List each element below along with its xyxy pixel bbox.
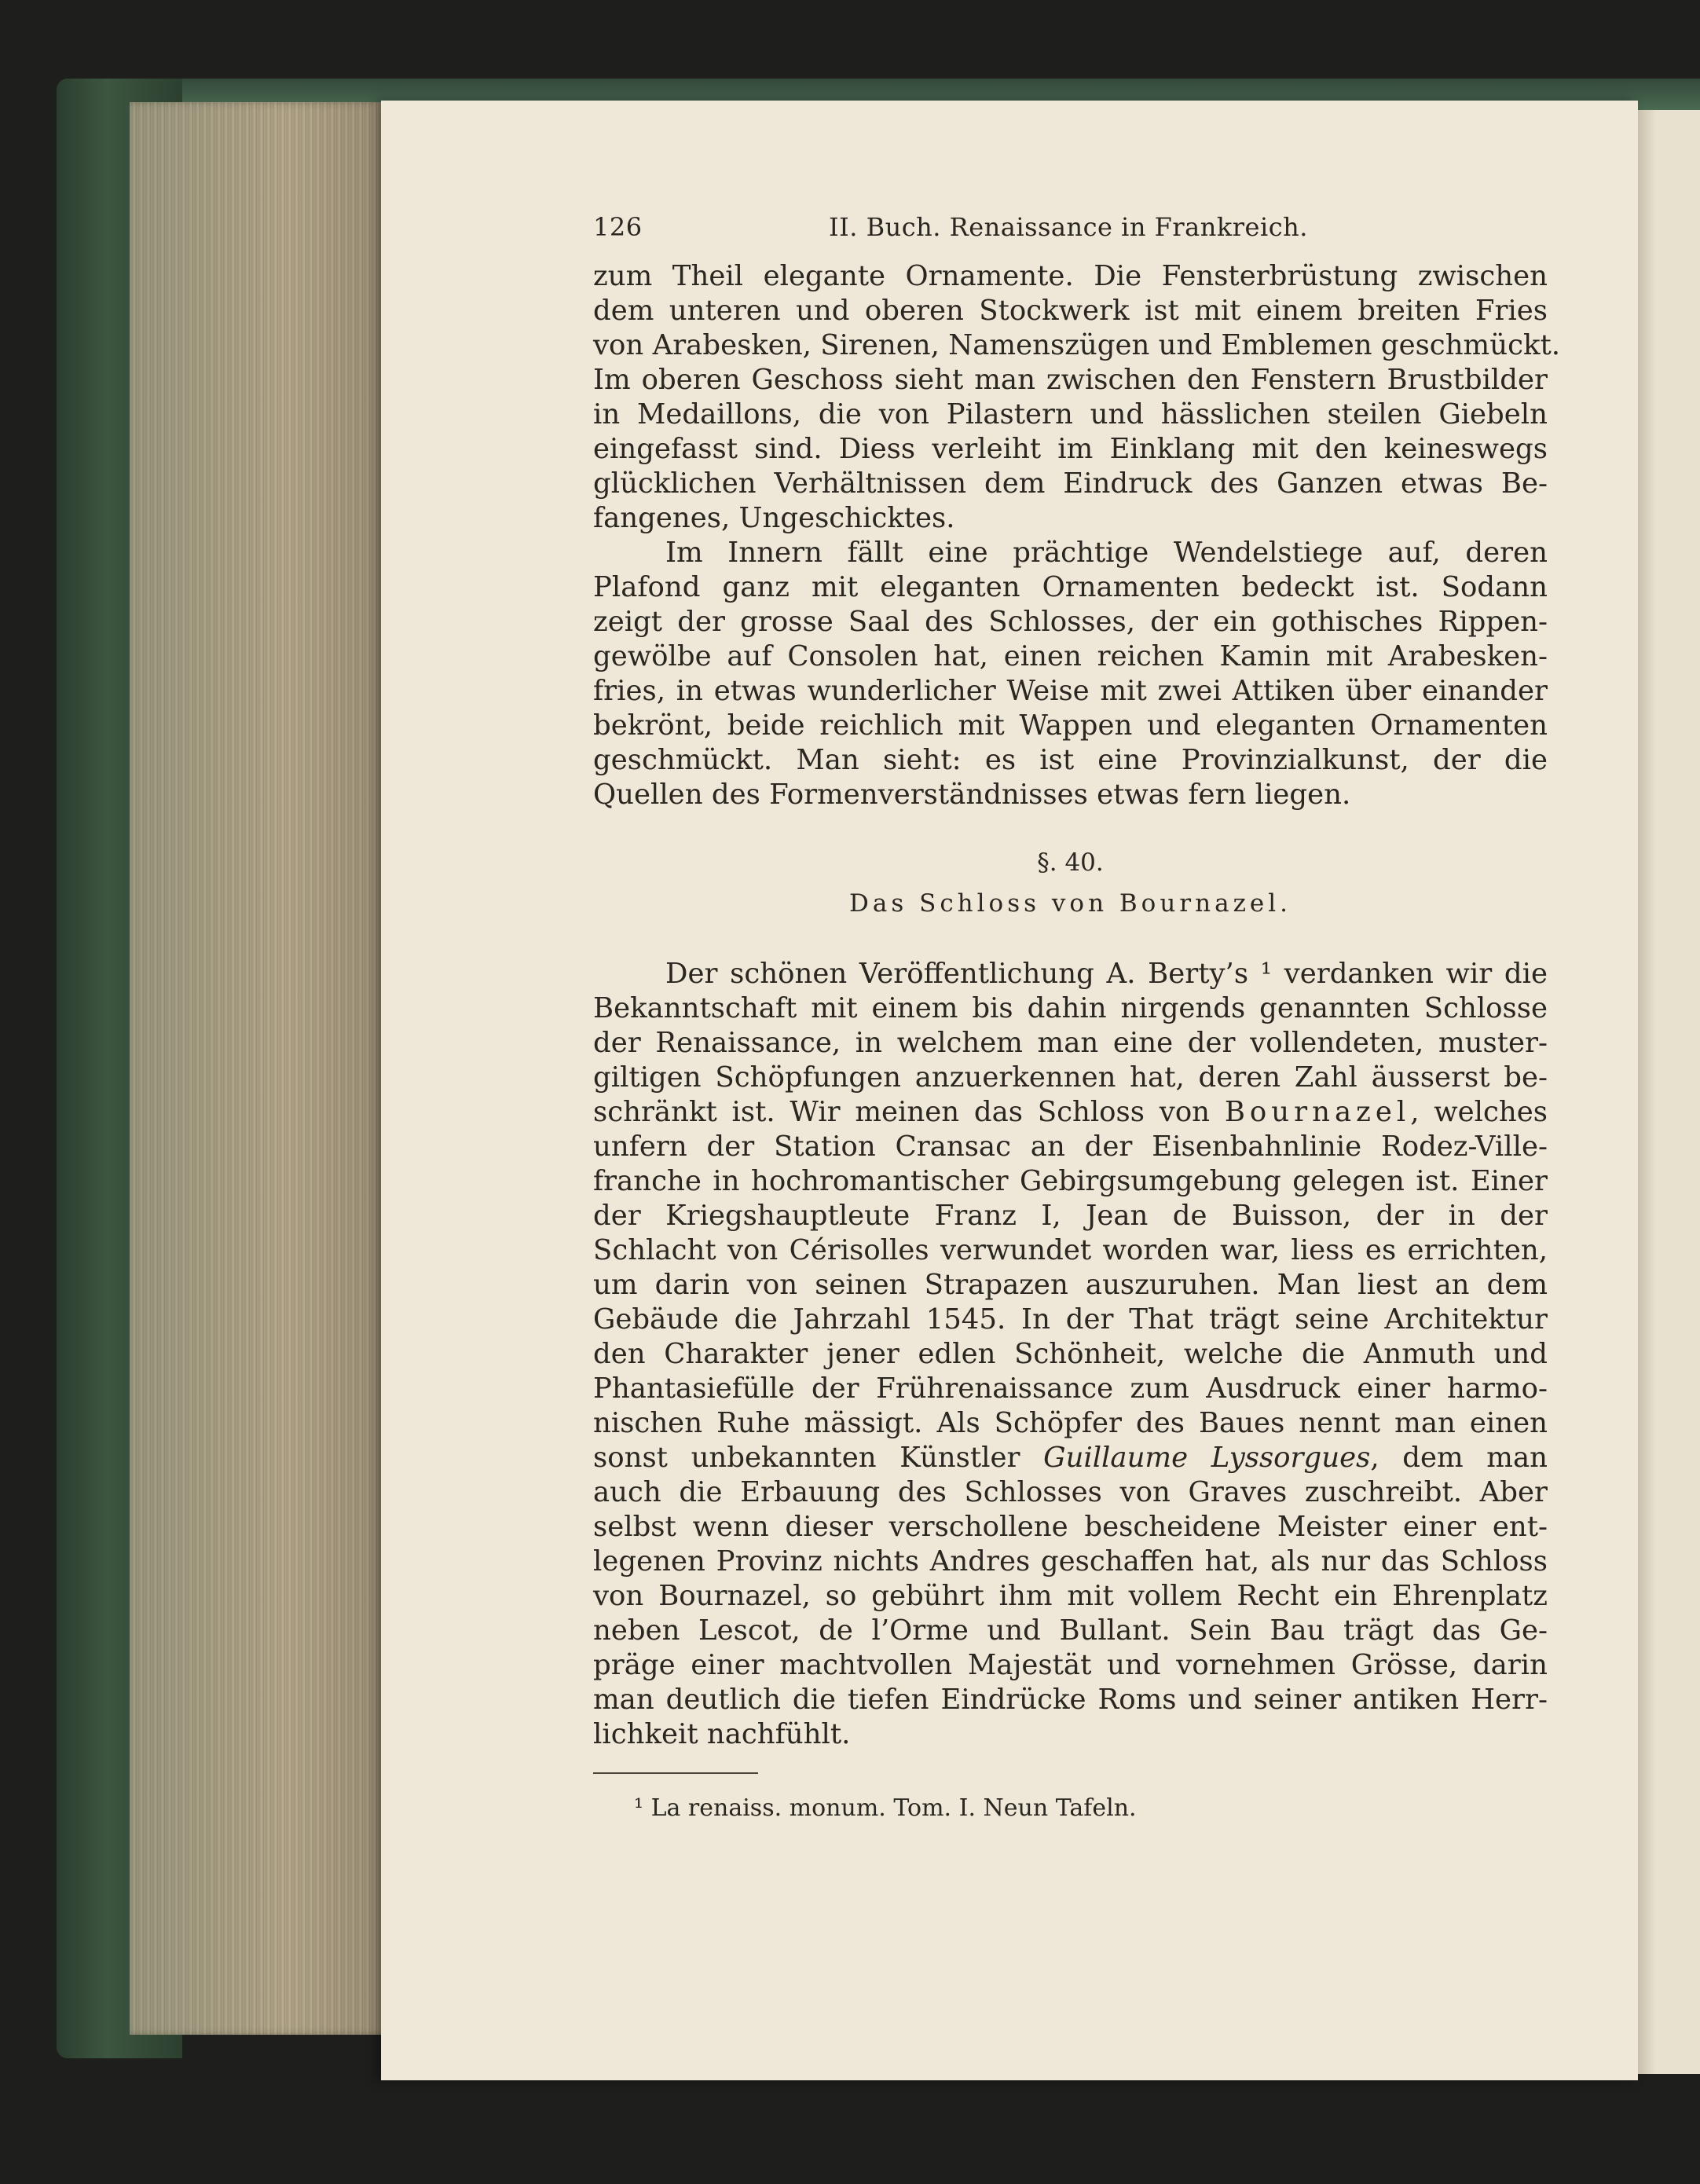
text-segment: , dem man [1370, 1442, 1548, 1474]
running-head [593, 212, 1548, 259]
text-line: neben Lescot, de l’Orme und Bullant. Sein Bau trägt das Ge- [593, 1614, 1548, 1647]
text-line: zeigt der grosse Saal des Schlosses, der ein gothisches Rippen- [593, 606, 1548, 638]
text-line: fries, in etwas wunderlicher Weise mit zwei Attiken über einander [593, 675, 1548, 707]
page-number: 126 [593, 212, 643, 242]
text-line: fangenes, Ungeschicktes. [593, 502, 955, 534]
footnote: ¹ La renaiss. monum. Tom. I. Neun Tafeln. [634, 1794, 1137, 1822]
text-line: in Medaillons, die von Pilastern und hässlichen steilen Giebeln [593, 398, 1548, 431]
paragraph-2 [593, 536, 1548, 812]
text-segment: sonst unbekannten Künstler [593, 1442, 1044, 1474]
text-line: Der schönen Veröffentlichung A. Berty’s ¹ verdanken wir die [665, 958, 1548, 990]
italic-name-lyssorgues: Guillaume Lyssorgues [1043, 1442, 1371, 1474]
text-line [593, 1095, 1548, 1130]
facing-page-edge [1655, 110, 1700, 2074]
text-line: legenen Provinz nichts Andres geschaffen hat, als nur das Schloss [593, 1545, 1548, 1578]
text-line: von Bournazel, so gebührt ihm mit vollem Recht ein Ehrenplatz [593, 1580, 1548, 1612]
running-head-title: II. Buch. Renaissance in Frankreich. [829, 212, 1308, 242]
text-line: glücklichen Verhältnissen dem Eindruck des Ganzen etwas Be- [593, 467, 1548, 500]
text-line [593, 1441, 1548, 1475]
text-line: Bekanntschaft mit einem bis dahin nirgends genannten Schlosse [593, 992, 1548, 1024]
footnote-rule [593, 1772, 758, 1774]
text-line: der Kriegshauptleute Franz I, Jean de Buisson, der in der [593, 1200, 1548, 1232]
text-line: Im oberen Geschoss sieht man zwischen den Fenstern Brustbilder [593, 364, 1548, 396]
spaced-name-bournazel: Bournazel [1224, 1096, 1411, 1128]
text-line: auch die Erbauung des Schlosses von Graves zuschreibt. Aber [593, 1476, 1548, 1508]
text-line: um darin von seinen Strapazen auszuruhen. Man liest an dem [593, 1269, 1548, 1301]
text-line: Phantasiefülle der Frührenaissance zum Ausdruck einer harmo- [593, 1372, 1548, 1405]
text-line: zum Theil elegante Ornamente. Die Fensterbrüstung zwischen [593, 260, 1548, 292]
paragraph-3 [593, 957, 1548, 1752]
text-line: Plafond ganz mit eleganten Ornamenten bedeckt ist. Sodann [593, 571, 1548, 603]
text-line: eingefasst sind. Diess verleiht im Einklang mit den keineswegs [593, 433, 1548, 465]
text-line: Quellen des Formenverständnisses etwas fern liegen. [593, 779, 1351, 811]
text-line: lichkeit nachfühlt. [593, 1718, 851, 1750]
text-line: Im Innern fällt eine prächtige Wendelstiege auf, deren [665, 537, 1548, 569]
text-line: bekrönt, beide reichlich mit Wappen und eleganten Ornamenten [593, 709, 1548, 742]
text-line: giltigen Schöpfungen anzuerkennen hat, deren Zahl äusserst be- [593, 1061, 1548, 1094]
text-line: franche in hochromantischer Gebirgsumgebung gelegen ist. Einer [593, 1165, 1548, 1197]
text-segment: , welches [1410, 1096, 1548, 1128]
text-line: dem unteren und oberen Stockwerk ist mit einem breiten Fries [593, 295, 1548, 327]
text-line: den Charakter jener edlen Schönheit, welche die Anmuth und [593, 1338, 1548, 1370]
text-line: unfern der Station Cransac an der Eisenbahnlinie Rodez-Ville- [593, 1130, 1548, 1163]
text-line: der Renaissance, in welchem man eine der vollendeten, muster- [593, 1027, 1548, 1059]
page-text [593, 212, 1561, 1822]
text-line: man deutlich die tiefen Eindrücke Roms und seiner antiken Herr- [593, 1684, 1548, 1716]
text-line: gewölbe auf Consolen hat, einen reichen Kamin mit Arabesken- [593, 640, 1548, 672]
text-line: geschmückt. Man sieht: es ist eine Provinzialkunst, der die [593, 744, 1548, 776]
section-title: Das Schloss von Bournazel. [848, 889, 1292, 918]
text-line: von Arabesken, Sirenen, Namenszügen und Emblemen geschmückt. [593, 329, 1561, 361]
text-line: Schlacht von Cérisolles verwundet worden war, liess es errichten, [593, 1234, 1548, 1266]
text-segment: schränkt ist. Wir meinen das Schloss von [593, 1096, 1225, 1128]
text-line: selbst wenn dieser verschollene bescheidene Meister einer ent- [593, 1511, 1548, 1543]
page-gutter [1638, 110, 1655, 2074]
text-line: Gebäude die Jahrzahl 1545. In der That trägt seine Architektur [593, 1303, 1548, 1336]
section-number: §. 40. [1037, 848, 1104, 877]
paragraph-1 [593, 259, 1561, 536]
text-line: präge einer machtvollen Majestät und vornehmen Grösse, darin [593, 1649, 1548, 1681]
page-block-edge [130, 102, 389, 2035]
text-line: nischen Ruhe mässigt. Als Schöpfer des Baues nennt man einen [593, 1407, 1548, 1439]
